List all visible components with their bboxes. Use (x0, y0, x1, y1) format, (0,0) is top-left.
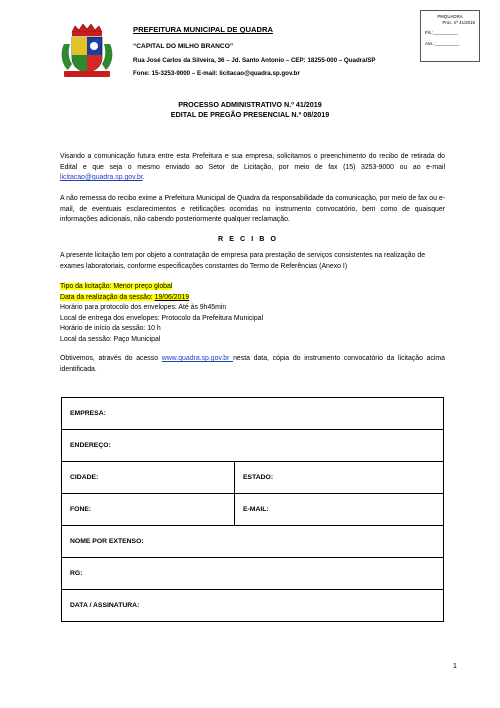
field-empresa[interactable]: EMPRESA: (62, 398, 444, 430)
process-title: PROCESSO ADMINISTRATIVO N.º 41/2019 (178, 100, 322, 109)
local-sessao: Local da sessão: Paço Municipal (60, 335, 161, 343)
page-number: 1 (453, 663, 457, 670)
municipality-contact: Fone: 15-3253-9000 – E-mail: licitacao@quadra.sp.gov.br (133, 70, 300, 77)
intro-paragraph (60, 152, 445, 184)
stamp-org: PMQUADRA (437, 14, 463, 19)
receipt-form (61, 397, 444, 622)
field-rg[interactable]: RG: (62, 558, 444, 590)
field-fone[interactable]: FONE: (62, 494, 235, 526)
obtivemos-after: nesta data, cópia do instrumento convocatório da licitação acima identificada. (60, 355, 445, 373)
horario-protocolo: Horário para protocolo dos envelopes: Até às 9h45min (60, 304, 227, 311)
recibo-heading: RECIBO (218, 234, 282, 243)
municipality-name: PREFEITURA MUNICIPAL DE QUADRA (133, 25, 273, 34)
intro-end: . (142, 174, 145, 181)
field-endereco[interactable]: ENDEREÇO: (62, 430, 444, 462)
field-nome-extenso[interactable]: NOME POR EXTENSO: (62, 526, 444, 558)
objeto-paragraph: A presente licitação tem por objeto a contratação de empresa para prestação de serviços consistentes na realização de exames laboratoriais, conforme especificações constantes do Termo de Referências (Anexo I) (60, 252, 426, 270)
session-details (60, 282, 445, 345)
stamp-ass: Ass.:__________ (425, 41, 460, 47)
website-link[interactable]: www.quadra.sp.gov.br (161, 355, 234, 362)
obtivemos-before: Obtivemos, através do acesso (60, 355, 162, 362)
intro-text: Visando a comunicação futura entre esta Prefeitura e sua empresa, solicitamos o preenchimento do recibo de retirada do Edital e que seja o mesmo enviado ao Setor de Licitação, por meio de fax (15) 3253-9000 ou ao e-mail (60, 153, 445, 171)
intro-email-link[interactable]: licitacao@quadra.sp.gov.br (60, 174, 143, 181)
data-sessao-value: 19/06/2019 (154, 293, 190, 301)
local-entrega: Local de entrega dos envelopes: Protocolo da Prefeitura Municipal (60, 314, 264, 322)
field-estado[interactable]: ESTADO: (235, 462, 444, 494)
municipality-address: Rua José Carlos da Silveira, 36 – Jd. Santo Antonio – CEP: 18255-000 – Quadra/SP (133, 57, 376, 64)
document-title (0, 100, 500, 120)
data-sessao-label: Data da realização da sessão: (60, 293, 155, 301)
page-stamp-box (420, 10, 480, 62)
field-data-assinatura[interactable]: DATA / ASSINATURA: (62, 590, 444, 622)
stamp-fls: Fls.:__________ (425, 30, 458, 36)
municipal-coat-of-arms (58, 24, 116, 80)
disclaimer-paragraph: A não remessa do recibo exime a Prefeitura Municipal de Quadra da responsabilidade da comunicação, por meio de fax ou e-mail, de eventuais esclarecimentos e retificações ocorridas no instrumento convocatório, bem como de quaisquer informações adicionais, não cabendo posteriormente qualquer reclamação. (60, 195, 445, 223)
field-cidade[interactable]: CIDADE: (62, 462, 235, 494)
municipality-slogan: “CAPITAL DO MILHO BRANCO” (133, 43, 234, 50)
field-email[interactable]: E-MAIL: (235, 494, 444, 526)
edital-title: EDITAL DE PREGÃO PRESENCIAL N.º 08/2019 (170, 110, 330, 119)
horario-sessao: Horário de início da sessão: 10 h (60, 325, 161, 332)
obtivemos-paragraph (60, 354, 445, 375)
stamp-process: Proc. nº 41/2019 (442, 19, 475, 25)
tipo-licitacao: Tipo da licitação: Menor preço global (60, 283, 173, 290)
